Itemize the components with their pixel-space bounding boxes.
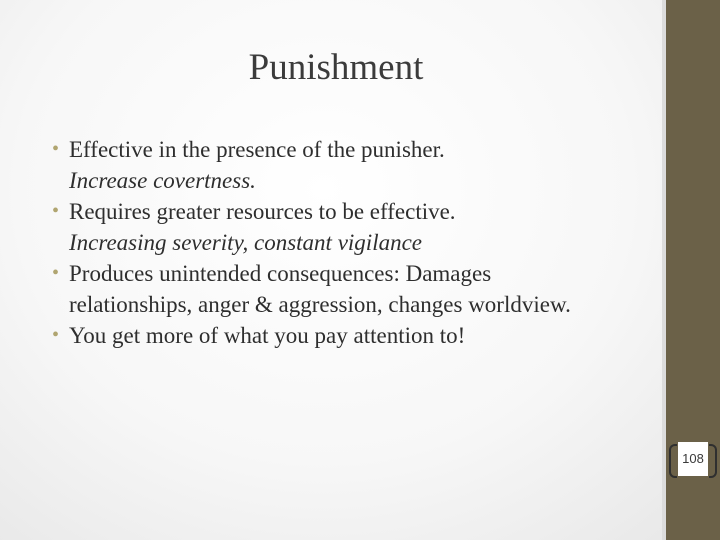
bullet-text: You get more of what you pay attention to!: [69, 323, 466, 348]
bullet-note: Increase covertness.: [69, 168, 256, 193]
bullet-item: [52, 196, 612, 258]
bullet-text: Effective in the presence of the punisher.: [69, 137, 445, 162]
bullet-dot-icon: •: [52, 262, 60, 284]
bullet-item: [52, 258, 612, 320]
page-number: 108: [682, 451, 704, 466]
page-number-badge: [669, 442, 717, 476]
bullet-dot-icon: •: [52, 324, 60, 346]
left-bracket-icon: [669, 444, 677, 478]
bullet-note: Increasing severity, constant vigilance: [69, 230, 422, 255]
bullet-text: Requires greater resources to be effective.: [69, 199, 456, 224]
right-bracket-icon: [709, 444, 717, 478]
slide-title: Punishment: [248, 47, 424, 88]
bullet-item: [52, 320, 612, 351]
bullet-dot-icon: •: [52, 138, 60, 160]
bullet-text: Produces unintended consequences: Damages relationships, anger & aggression, changes worldview.: [69, 261, 571, 317]
bullet-item: [52, 134, 612, 196]
bullet-dot-icon: •: [52, 200, 60, 222]
bullet-list: [52, 134, 612, 351]
